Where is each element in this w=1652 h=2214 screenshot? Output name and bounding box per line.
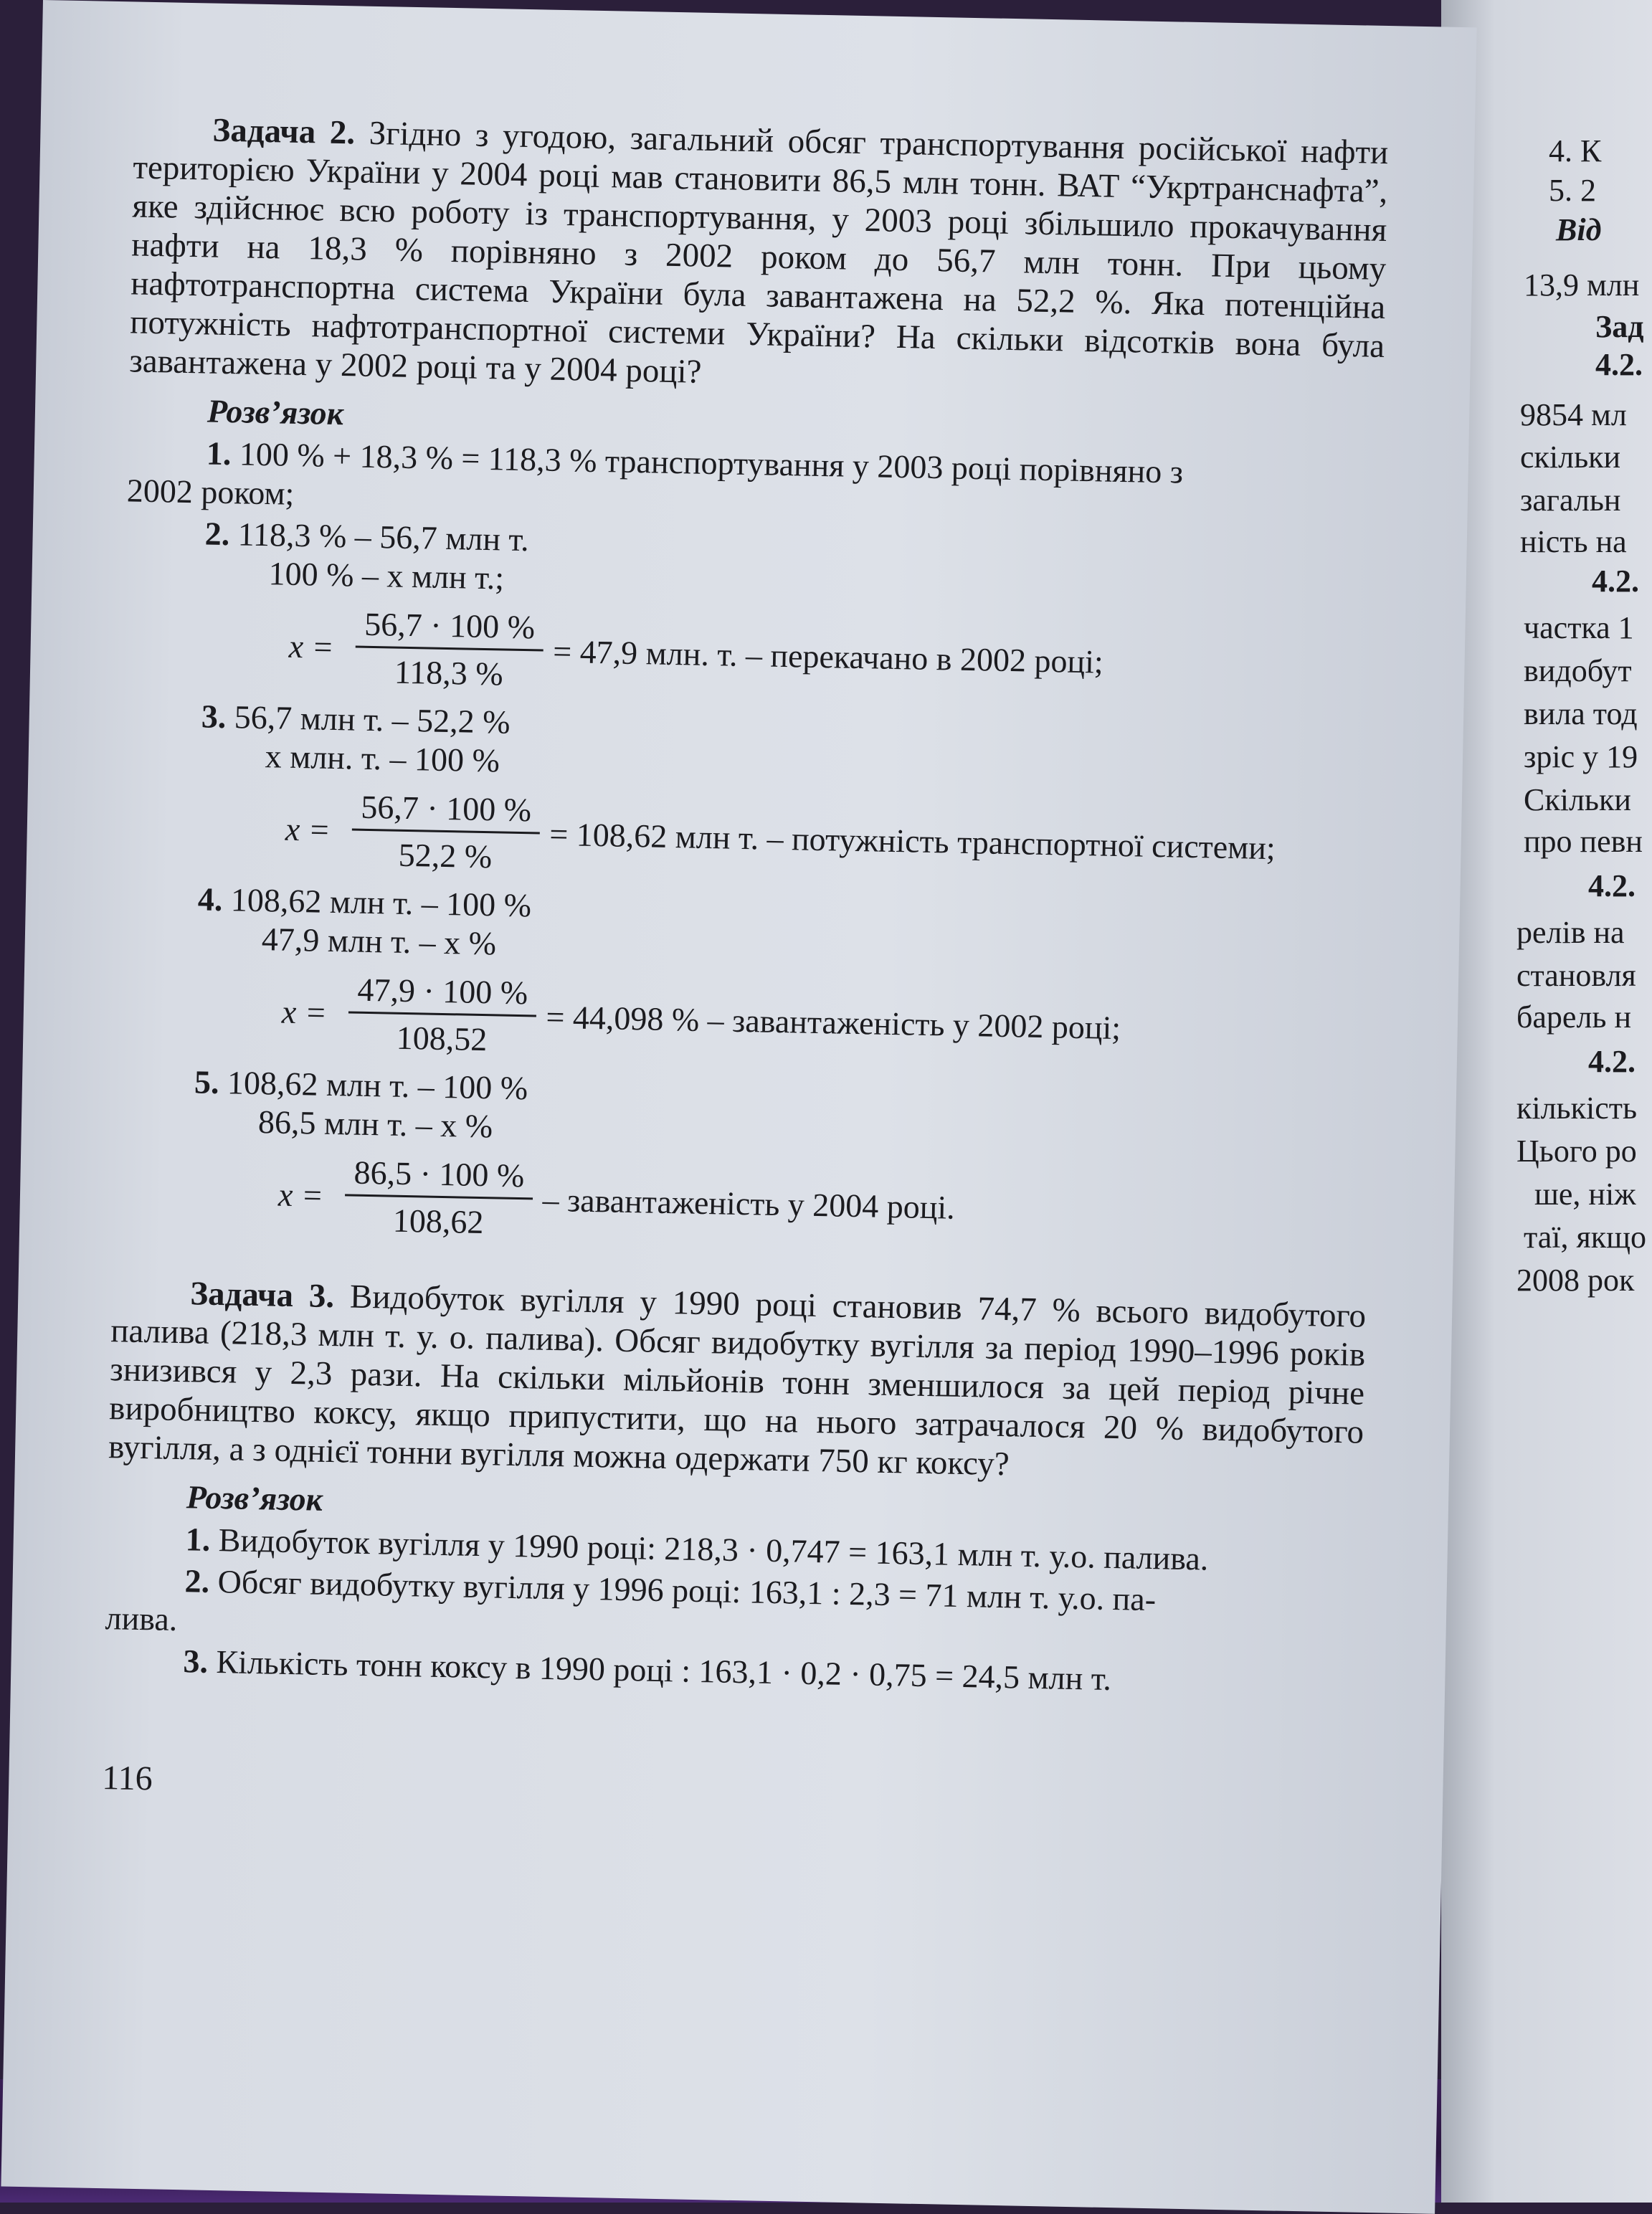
right-fragment: Від — [1556, 212, 1602, 247]
fraction-denominator: 108,62 — [392, 1202, 484, 1241]
step-number: 3. — [183, 1643, 209, 1680]
eq-result: = 108,62 млн т. – потужність транспортної системи; — [549, 815, 1276, 867]
right-fragment: 13,9 млн — [1524, 267, 1640, 303]
right-fragment: загальн — [1520, 483, 1621, 518]
task3-step2-cont: лива. — [105, 1600, 178, 1638]
fraction-denominator: 118,3 % — [394, 653, 504, 693]
fraction-denominator: 108,52 — [396, 1019, 488, 1058]
task3-solution-heading: Розв’язок — [186, 1478, 323, 1518]
right-fragment: релів на — [1516, 915, 1625, 950]
task3-text: Видобуток вугілля у 1990 році становив 74,7 % всього видобутого палива (218,3 млн т. у. о. палива). Обсяг видобутку вугілля за період 1990–1996 років знизився у 2,3 рази. На скільки мільйонів тонн зменшилося за цей період річне виробництво коксу, якщо припустити, що на нього затрачалося 20 % видобутого вугілля, а з однієї тонни вугілля можна одержати 750 кг коксу? — [108, 1278, 1367, 1483]
right-fragment: 4. К — [1549, 133, 1602, 168]
right-fragment: 4.2. — [1592, 564, 1639, 599]
step-number: 2. — [184, 1562, 210, 1600]
right-page — [1441, 0, 1652, 2203]
step-text: 108,62 млн т. – 100 % — [230, 881, 532, 924]
task2-step4-equation — [281, 969, 1372, 1075]
step-text: 118,3 % – 56,7 млн т. — [237, 516, 530, 559]
eq-result: = 44,098 % – завантаженість у 2002 році; — [546, 998, 1121, 1047]
task2-step1-cont: 2002 роком; — [126, 472, 295, 512]
book-page — [1, 0, 1476, 2214]
task2-step4-line2: 47,9 млн т. – x % — [261, 921, 497, 962]
right-fragment: Скільки — [1524, 782, 1631, 817]
right-fragment: кількість — [1516, 1091, 1638, 1126]
right-fragment: барель н — [1516, 999, 1632, 1035]
task2-solution-heading: Розв’язок — [206, 392, 344, 432]
step-text: 108,62 млн т. – 100 % — [227, 1064, 528, 1107]
step-text: Видобуток вугілля у 1990 році: 218,3 · 0,747 = 163,1 млн т. у.о. палива. — [218, 1521, 1209, 1577]
task3-statement — [108, 1273, 1367, 1491]
right-fragment: 4.2. — [1588, 1044, 1636, 1079]
step-number: 4. — [197, 880, 223, 918]
right-fragment: скільки — [1520, 440, 1621, 475]
right-fragment: про певн — [1524, 824, 1643, 859]
right-fragment: 4.2. — [1595, 347, 1643, 382]
right-fragment: частка 1 — [1524, 610, 1634, 645]
eq-result: = 47,9 млн. т. – перекачано в 2002 році; — [552, 632, 1104, 680]
right-fragment: 4.2. — [1588, 868, 1636, 903]
task2-step3-equation — [285, 787, 1376, 893]
step-number: 3. — [201, 698, 227, 736]
right-fragment: ше, ніж — [1534, 1177, 1636, 1212]
eq-result: – завантаженість у 2004 році. — [542, 1181, 956, 1226]
step-text: 100 % + 18,3 % = 118,3 % транспортування у 2003 році порівняно з — [239, 435, 1184, 490]
fraction-numerator: 47,9 · 100 % — [348, 970, 537, 1017]
right-fragment: 2008 рок — [1516, 1263, 1635, 1298]
right-fragment: Цього ро — [1516, 1134, 1637, 1169]
task2-text: Згідно з угодою, загальний обсяг транспортування російської нафти територією України у 2004 році мав становити 86,5 млн тонн. ВАТ “Укртранснафта”, яке здійснює всю роботу із транспортування, у 2003 році збільшило прокачування нафти на 18,3 % порівняно з 2002 роком до 56,7 млн тонн. При цьому нафтотранспортна система України була завантажена на 52,2 %. Яка потенційна потужність нафтотранспортної системи України? На скільки відсотків вона була завантажена у 2002 році та у 2004 році? — [128, 114, 1389, 391]
fraction — [344, 1153, 533, 1242]
task2-step2-line2: 100 % – x млн т.; — [268, 555, 505, 597]
page-number: 116 — [101, 1759, 153, 1798]
step-text: Кількість тонн коксу в 1990 році : 163,1 · 0,2 · 0,75 = 24,5 млн т. — [216, 1643, 1112, 1698]
step-number: 2. — [204, 515, 230, 553]
right-fragment: видобут — [1524, 653, 1632, 688]
right-fragment: 9854 мл — [1520, 397, 1627, 432]
eq-x: x = — [285, 810, 331, 848]
task2-step5-line2: 86,5 млн т. – x % — [257, 1103, 493, 1145]
right-fragment: вила тод — [1524, 696, 1638, 731]
step-number: 1. — [185, 1521, 211, 1558]
eq-x: x = — [281, 993, 328, 1031]
fraction — [355, 605, 544, 694]
task2-step5-equation — [277, 1152, 1369, 1258]
eq-x: x = — [277, 1176, 324, 1214]
right-fragment: 5. 2 — [1549, 173, 1596, 208]
step-number: 1. — [206, 434, 232, 472]
fraction-numerator: 56,7 · 100 % — [356, 605, 544, 652]
step-text: 56,7 млн т. – 52,2 % — [234, 698, 511, 741]
step-number: 5. — [194, 1063, 220, 1101]
right-fragment: становля — [1516, 958, 1636, 993]
right-fragment: зріс у 19 — [1524, 739, 1638, 774]
task2-label: Задача 2. — [212, 111, 356, 152]
fraction — [348, 970, 537, 1059]
right-fragment: ність на — [1520, 524, 1627, 559]
page-content — [102, 109, 1389, 1821]
task2-step3-line2: x млн. т. – 100 % — [265, 738, 500, 779]
fraction — [351, 787, 541, 876]
fraction-denominator: 52,2 % — [398, 836, 493, 875]
right-fragment: Зад — [1595, 309, 1644, 344]
fraction-numerator: 56,7 · 100 % — [352, 787, 541, 834]
step-text: Обсяг видобутку вугілля у 1996 році: 163,1 : 2,3 = 71 млн т. у.о. па- — [217, 1563, 1157, 1618]
task2-statement — [129, 109, 1389, 404]
right-fragment: таї, якщо — [1524, 1220, 1647, 1255]
task2-step2-equation — [288, 604, 1380, 710]
task3-label: Задача 3. — [189, 1275, 335, 1316]
fraction-numerator: 86,5 · 100 % — [345, 1153, 533, 1199]
eq-x: x = — [288, 627, 335, 665]
